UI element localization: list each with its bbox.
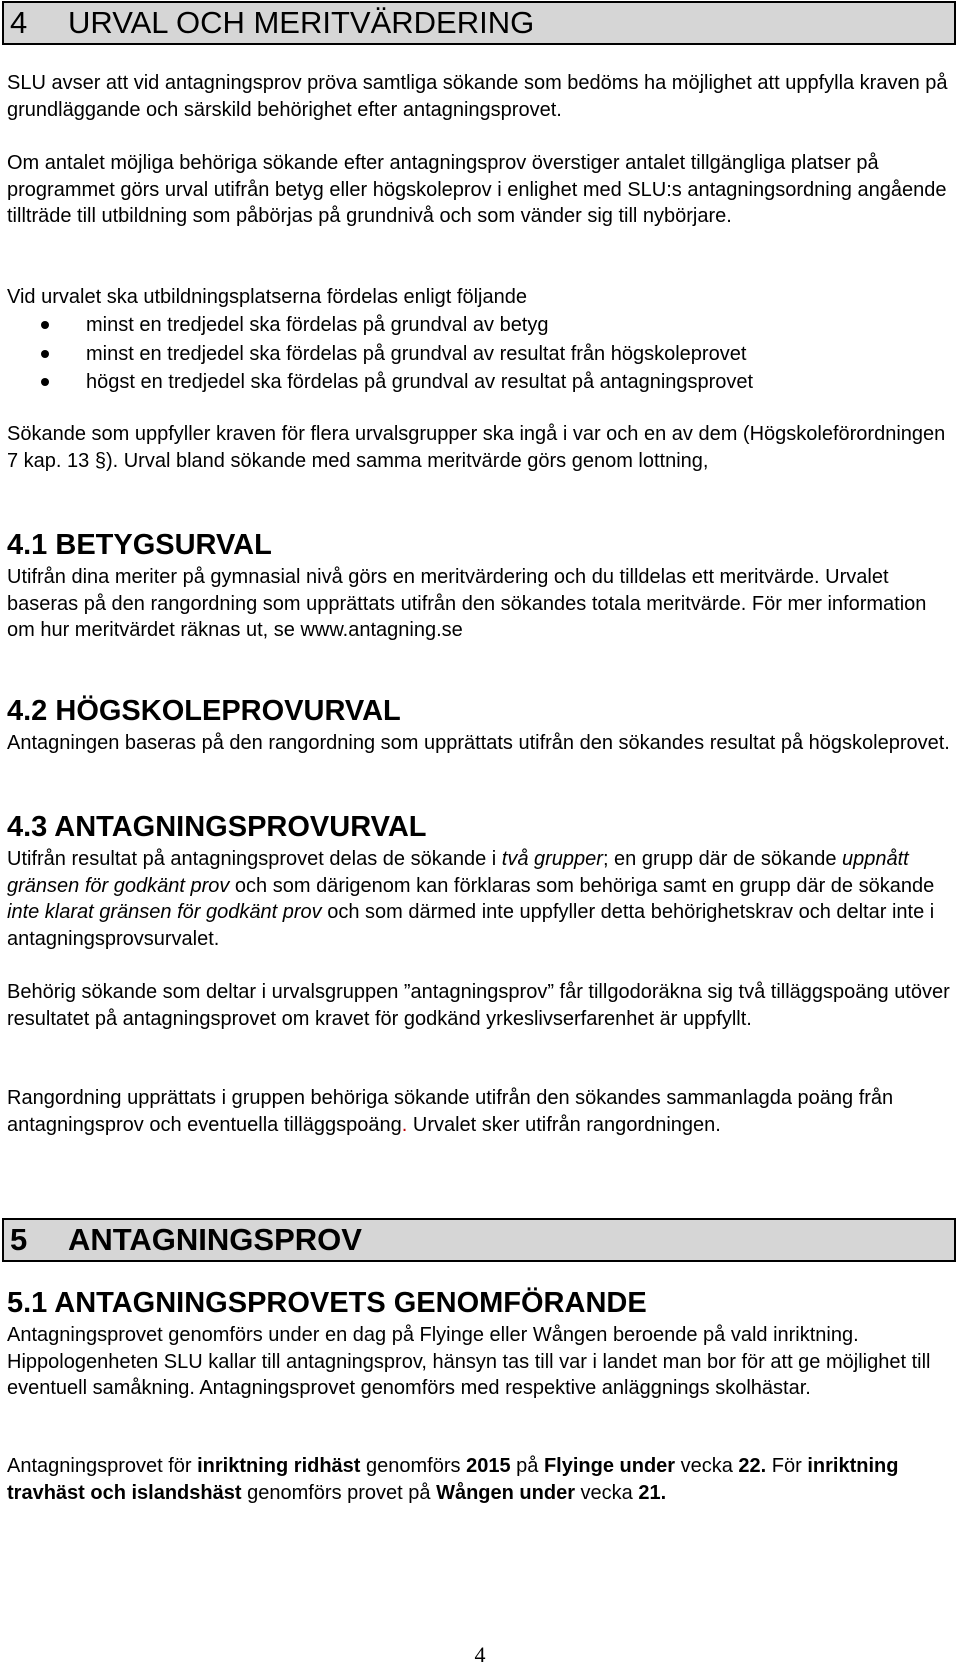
page-number: 4	[474, 1642, 486, 1667]
bullet-icon	[41, 321, 49, 329]
subsection-4-3-paragraph-2: Behörig sökande som deltar i urvalsgruppen ”antagningsprov” får tillgodoräkna sig två tilläggspoäng utöver resultatet på antagningsprovet om kravet för godkänd yrkeslivserfarenhet är uppfyllt.	[7, 981, 950, 1030]
subsection-5-1-title: 5.1 ANTAGNINGSPROVETS GENOMFÖRANDE	[7, 1287, 647, 1319]
emphasis-passed: uppnått gränsen för godkänt prov	[7, 848, 909, 897]
list-item	[0, 368, 945, 397]
bullet-icon	[41, 350, 49, 358]
section-4-paragraph-4: Sökande som uppfyller kraven för flera urvalsgrupper ska ingå i var och en av dem (Högskoleförordningen 7 kap. 13 §). Urval bland sökande med samma meritvärde görs genom lottning,	[7, 423, 946, 472]
section-4-allocation-intro: Vid urvalet ska utbildningsplatserna fördelas enligt följande	[7, 286, 527, 308]
text-run: Utifrån resultat på antagningsprovet delas de sökande i	[7, 848, 502, 870]
bold-run: Flyinge under	[543, 1455, 676, 1477]
bold-week: 22.	[738, 1455, 767, 1477]
text-run: Antagningsprovet för	[7, 1455, 198, 1477]
section-5-heading	[2, 1218, 956, 1262]
subsection-4-2-text: Antagningen baseras på den rangordning som upprättats utifrån den sökandes resultat på högskoleprovet.	[7, 732, 950, 754]
emphasis-not-passed: inte klarat gränsen för godkänt prov	[7, 901, 322, 923]
emphasis-two-groups: två grupper	[501, 848, 603, 870]
bold-run: Wången under	[436, 1481, 575, 1504]
text-run: på	[510, 1455, 544, 1477]
bold-run: inriktning ridhäst	[197, 1455, 361, 1477]
bold-run: inriktning travhäst och islandshäst	[7, 1455, 899, 1504]
text-run: Rangordning upprättats i gruppen behöriga sökande utifrån den sökandes sammanlagda poäng från antagningsprov och eventuella tilläggspoäng	[7, 1087, 894, 1136]
list-item-text: högst en tredjedel ska fördelas på grundval av resultat på antagningsprovet	[86, 371, 754, 393]
subsection-5-1-paragraph-2	[7, 1453, 952, 1506]
subsection-5-1-paragraph-1: Antagningsprovet genomförs under en dag på Flyinge eller Wången beroende på vald inriktning. Hippologenheten SLU kallar till antagningsprov, hänsyn tas till var i landet man bor för att ge möjlighet till eventuell samåkning. Antagningsprovet genomförs med respektive anläggnings skolhästar.	[7, 1324, 931, 1399]
bold-year: 2015	[466, 1455, 511, 1477]
text-run: Urvalet sker utifrån rangordningen.	[407, 1113, 721, 1136]
text-run: och som därigenom kan förklaras som behöriga samt en grupp där de sökande	[229, 874, 935, 897]
section-4-paragraph-1: SLU avser att vid antagningsprov pröva samtliga sökande som bedöms ha möjlighet att uppfylla kraven på grundläggande och särskild behörighet efter antagningsprovet.	[7, 72, 948, 121]
subsection-4-3-paragraph-3	[7, 1085, 952, 1138]
list-item	[0, 311, 945, 340]
bold-week: 21.	[638, 1481, 667, 1504]
subsection-4-1-text: Utifrån dina meriter på gymnasial nivå görs en meritvärdering och du tilldelas ett meritvärde. Urvalet baseras på den rangordning som upprättats utifrån den sökandes totala meritvärde. För mer information om hur meritvärdet räknas ut, se www.antagning.se	[7, 566, 927, 641]
text-run: genomförs provet på	[241, 1481, 437, 1504]
text-run: och som därmed inte uppfyller detta behörighetskrav och deltar inte i antagningsprovsurvalet.	[7, 901, 935, 950]
subsection-4-3-title: 4.3 ANTAGNINGSPROVURVAL	[7, 811, 427, 843]
text-run: vecka	[574, 1481, 639, 1504]
section-4-heading	[2, 1, 956, 45]
text-run: genomförs	[360, 1455, 467, 1477]
section-5-title: ANTAGNINGSPROV	[68, 1222, 362, 1257]
red-period: .	[401, 1113, 408, 1136]
subsection-4-2-title: 4.2 HÖGSKOLEPROVURVAL	[7, 695, 401, 727]
section-4-title: URVAL OCH MERITVÄRDERING	[68, 5, 535, 40]
section-5-number: 5	[10, 1222, 28, 1257]
subsection-4-1-title: 4.1 BETYGSURVAL	[7, 529, 272, 561]
list-item-text: minst en tredjedel ska fördelas på grundval av resultat från högskoleprovet	[86, 342, 747, 365]
text-run: För	[766, 1455, 808, 1477]
text-run: vecka	[675, 1455, 739, 1477]
allocation-list	[0, 311, 945, 397]
text-run: ; en grupp där de sökande	[602, 848, 842, 870]
subsection-4-3-paragraph-1	[7, 846, 952, 952]
section-4-number: 4	[10, 5, 28, 40]
bullet-icon	[41, 378, 49, 386]
list-item-text: minst en tredjedel ska fördelas på grundval av betyg	[86, 314, 549, 336]
section-4-paragraph-2: Om antalet möjliga behöriga sökande efter antagningsprov överstiger antalet tillgängliga platser på programmet görs urval utifrån betyg eller högskoleprov i enlighet med SLU:s antagningsordning angående tillträde till utbildning som påbörjas på grundnivå och som vänder sig till nybörjare.	[7, 152, 947, 227]
list-item	[0, 340, 945, 369]
